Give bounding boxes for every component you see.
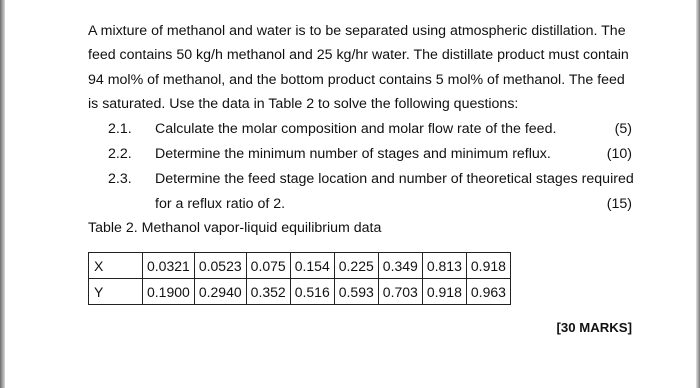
table-cell: 0.516 (290, 279, 334, 305)
problem-statement (88, 19, 648, 117)
table-cell: 0.703 (378, 279, 422, 305)
table-cell: 0.075 (246, 253, 290, 279)
problem-line: feed contains 50 kg/h methanol and 25 kg/hr water. The distillate product must contain (88, 47, 629, 64)
question-text: Calculate the molar composition and molar flow rate of the feed. (155, 121, 557, 137)
vle-data-table (88, 252, 511, 305)
table-cell: 0.0321 (143, 253, 195, 279)
table-row (89, 253, 511, 279)
question-marks: (15) (606, 196, 632, 212)
question-2-2 (0, 143, 700, 165)
question-marks: (5) (614, 121, 632, 137)
total-marks: [30 MARKS] (556, 320, 632, 335)
table-cell: 0.349 (378, 253, 422, 279)
table-cell: 0.1900 (143, 279, 195, 305)
question-2-3-continued (0, 193, 700, 215)
question-text: Determine the minimum number of stages and minimum reflux. (155, 146, 551, 162)
question-number: 2.3. (108, 171, 132, 187)
problem-line: A mixture of methanol and water is to be separated using atmospheric distillation. The (88, 23, 626, 39)
table-cell: 0.225 (334, 253, 378, 279)
table-row (89, 279, 511, 305)
question-2-1 (0, 118, 700, 140)
question-marks: (10) (606, 146, 632, 162)
table-row-label: X (89, 253, 143, 279)
table-cell: 0.918 (422, 279, 466, 305)
question-text-continued: for a reflux ratio of 2. (155, 196, 286, 212)
question-text: Determine the feed stage location and number of theoretical stages required (155, 171, 634, 187)
question-2-3 (0, 168, 700, 190)
question-number: 2.2. (108, 146, 132, 162)
question-number: 2.1. (108, 121, 132, 137)
table-cell: 0.963 (466, 279, 510, 305)
table-cell: 0.0523 (194, 253, 246, 279)
table-cell: 0.918 (466, 253, 510, 279)
table-row-label: Y (89, 279, 143, 305)
table-caption: Table 2. Methanol vapor-liquid equilibrium data (88, 220, 382, 236)
table-cell: 0.593 (334, 279, 378, 305)
problem-line: 94 mol% of methanol, and the bottom product contains 5 mol% of methanol. The feed (88, 71, 625, 88)
table-cell: 0.352 (246, 279, 290, 305)
table-cell: 0.813 (422, 253, 466, 279)
table-cell: 0.154 (290, 253, 334, 279)
problem-line: is saturated. Use the data in Table 2 to solve the following questions: (88, 96, 519, 113)
table-cell: 0.2940 (194, 279, 246, 305)
